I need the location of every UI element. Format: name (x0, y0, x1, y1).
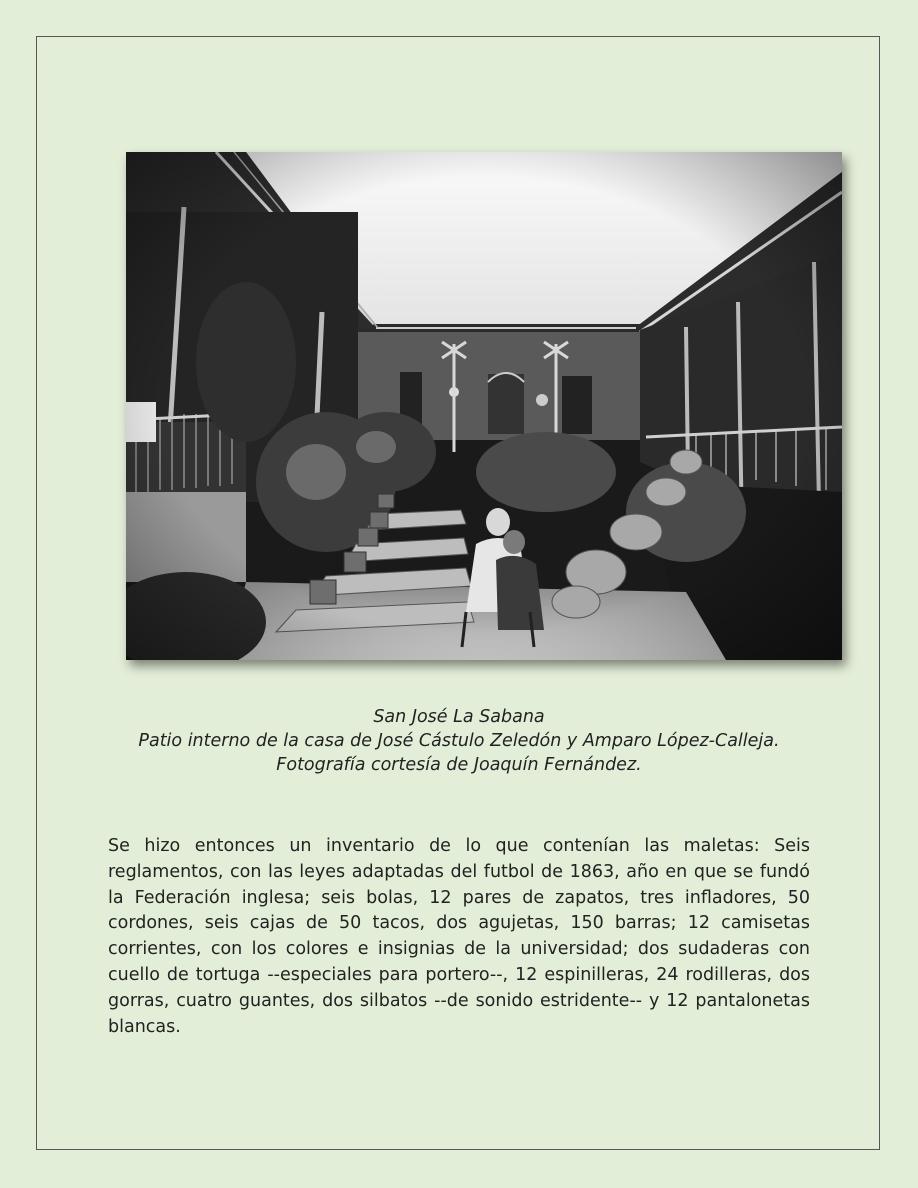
historic-patio-photograph (126, 152, 842, 660)
caption-title: San José La Sabana (373, 707, 545, 727)
body-paragraph: Se hizo entonces un inventario de lo que contenían las maletas: Seis reglamentos, con las leyes adaptadas del futbol de 1863, año en que se fundó la Federación inglesa; seis bolas, 12 pares de zapatos, tres infladores, 50 cordones, seis cajas de 50 tacos, dos agujetas, 150 barras; 12 camisetas corrientes, con los colores e insignias de la universidad; dos sudaderas con cuello de tortuga --especiales para portero--, 12 espinilleras, 24 rodilleras, dos gorras, cuatro guantes, dos silbatos --de sonido estridente-- y 12 pantalonetas blancas. (108, 836, 810, 1037)
photo-caption (100, 705, 818, 777)
caption-description: Patio interno de la casa de José Cástulo Zeledón y Amparo López-Calleja. Fotografía cortesía de Joaquín Fernández. (138, 731, 780, 775)
body-text (108, 834, 810, 1040)
